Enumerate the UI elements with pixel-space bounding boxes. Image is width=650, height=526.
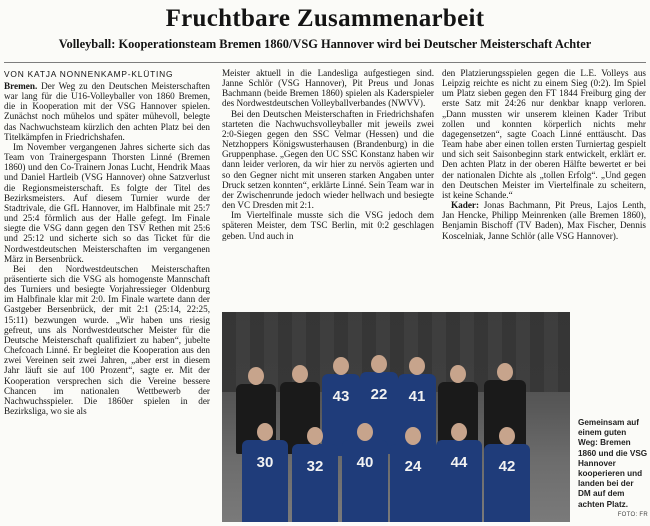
player-head [409, 357, 425, 375]
paragraph: Bei den Deutschen Meisterschaften in Friedrichshafen starteten die Nachwuchsvolleyballer mit jeweils zwei 2:0-Siegen gegen den SSC Velmar (Hessen) und die Netzhoppers Königswusterhausen (Brandenburg) in die Gruppenphase. „Gegen den UC SSC Konstanz haben wir dann leider verloren, da wir hier zu nervös agierten und so den Gegner nicht mit unseren starken Angaben unter Druck setzen konnten“, erklärte Linné. Sein Team war in der Zwischenrunde jedoch wieder hellwach und besiegte den VC Dresden mit 2:1. [222, 108, 434, 211]
player-figure [436, 440, 482, 522]
player-head [333, 357, 349, 375]
player-head [257, 423, 273, 441]
article-column-3 [442, 68, 646, 309]
player-figure [484, 444, 530, 522]
jersey-number: 44 [450, 454, 468, 471]
player-figure [390, 444, 436, 522]
jersey-number: 22 [370, 386, 388, 403]
paragraph [442, 200, 646, 241]
player-figure [292, 444, 338, 522]
paragraph: Im Viertelfinale musste sich die VSG jedoch dem späteren Meister, dem TSC Berlin, mit 0:2 geschlagen geben. Und auch in [222, 210, 434, 241]
roster-label: Kader: [451, 200, 480, 211]
player-head [451, 423, 467, 441]
paragraph-text: Der Weg zu den Deutschen Meisterschaften war lang für die U16-Volleyballer von 1860 Bremen, die in Kooperation mit der VSG Hannover spielen. Zunächst noch mühelos und später mühevoll, belegte das Nachwuchsteam kürzlich den achten Platz bei den Titelkämpfen in Friedrichshafen. [4, 81, 210, 142]
player-head [371, 355, 387, 373]
player-head [405, 427, 421, 445]
roster-text: Jonas Bachmann, Pit Preus, Lajos Lenth, Jan Hencke, Philipp Meinrenken (alle Bremen 1860), Benjamin Bischoff (TV Baden), Max Fischer, Dennis Koscelniak, Janne Schlör (alle VSG Hannover). [442, 200, 646, 241]
player-figure [342, 440, 388, 522]
jersey-number: 24 [404, 458, 422, 475]
player-head [499, 427, 515, 445]
paragraph: Bei den Nordwestdeutschen Meisterschaften präsentierte sich die VSG als homogenste Mannschaft des Turniers und besiegte Vorjahressieger Oldenburg im Halbfinale klar mit 2:0. Im Finale wartete dann der Gastgeber Bersenbrück, der mit 2:1 (25:14, 22:25, 15:11) bezwungen wurde. „Wir haben uns riesig gefreut, uns als Nordwestdeutscher Meister für die Deutsche Meisterschaft qualifiziert zu haben“, jubelte Chefcoach Linné. Er begleitet die Kooperation aus den zwei Vereinen seit zwei Jahren, „aber erst in diesem Jahr läuft sie auf 100 Prozent“, sagte er. Mit der Kooperation versprechen sich die Vereine bessere Chancen im nationalen Wettbewerb der Nachwuchsspieler. Die 1860er spielen in der Bezirksliga, wo sie als [4, 263, 210, 416]
player-head [248, 367, 264, 385]
player-head [497, 363, 513, 381]
photo-caption: Gemeinsam auf einem guten Weg: Bremen 1860 und die VSG Hannover kooperieren und landen bei der DM auf dem achten Platz. [578, 418, 648, 509]
headline: Fruchtbare Zusammenarbeit [165, 5, 485, 32]
article-column-2 [222, 68, 434, 307]
paragraph: Im November vergangenen Jahres sicherte sich das Team von Trainergespann Thorsten Linné (Bremen 1860) und den Co-Trainern Jonas Lucht, Hendrik Maas und Daniel Hartleib (VSG Hannover) ohne Satzverlust die Regionsmeisterschaft. Es folgte der Titel des Bezirksmeisters. Auf diesem Turnier wurde der Stadtrivale, die GfL Hannover, im Halbfinale mit 25:7 und 25:4 förmlich aus der Halle gefegt. Im Finale siegte die VSG dann gegen den TSV Rethen mit 25:6 und 25:12 und sicherte sich so das Ticket für die Nordwestdeutschen Meisterschaften im vergangenen März in Bersenbrück. [4, 141, 210, 264]
player-head [292, 365, 308, 383]
paragraph: den Platzierungsspielen gegen die L.E. Volleys aus Leipzig reichte es nicht zu einem Sieg (0:2). Im Spiel um Platz sieben gegen den FT 1844 Freiburg ging der erste Satz mit 24:26 nur denkbar knapp verloren. „Dann mussten wir unserem kleinen Kader Tribut zollen und konnten körperlich nichts mehr dagegensetzen“, sagte Coach Linné enttäuscht. Das Team habe aber einen tollen ersten Turniertag gespielt und sich seit Saisonbeginn stark entwickelt, erklärt er. Den achten Platz in der oberen Hälfte bewertet er bei der nationalen Dichte als „tollen Erfolg“. „Und gegen den Deutschen Meister im Viertelfinale zu scheitern, ist keine Schande.“ [442, 68, 646, 200]
jersey-number: 32 [306, 458, 324, 475]
team-photo [222, 312, 570, 522]
player-head [307, 427, 323, 445]
jersey-number: 42 [498, 458, 516, 475]
subheadline: Volleyball: Kooperationsteam Bremen 1860/VSG Hannover wird bei Deutscher Meisterschaft Achter [58, 37, 592, 51]
player-figure [242, 440, 288, 522]
byline: VON KATJA NONNENKAMP-KLÜTING [4, 69, 174, 79]
photo-credit: FOTO: FR [617, 512, 648, 518]
jersey-number: 41 [408, 388, 426, 405]
jersey-number: 43 [332, 388, 350, 405]
paragraph: Meister aktuell in die Landesliga aufgestiegen sind. Janne Schlör (VSG Hannover), Pit Preus und Jonas Bachmann (beide Bremen 1860) spielen als Kaderspieler des Nordwestdeutschen Volleyballverbandes (NWVV). [222, 68, 434, 109]
jersey-number: 30 [256, 454, 274, 471]
paragraph [4, 81, 210, 142]
dateline: Bremen. [4, 81, 38, 91]
divider [4, 62, 646, 63]
jersey-number: 40 [356, 454, 374, 471]
article-column-1 [4, 81, 210, 521]
player-head [357, 423, 373, 441]
player-head [450, 365, 466, 383]
